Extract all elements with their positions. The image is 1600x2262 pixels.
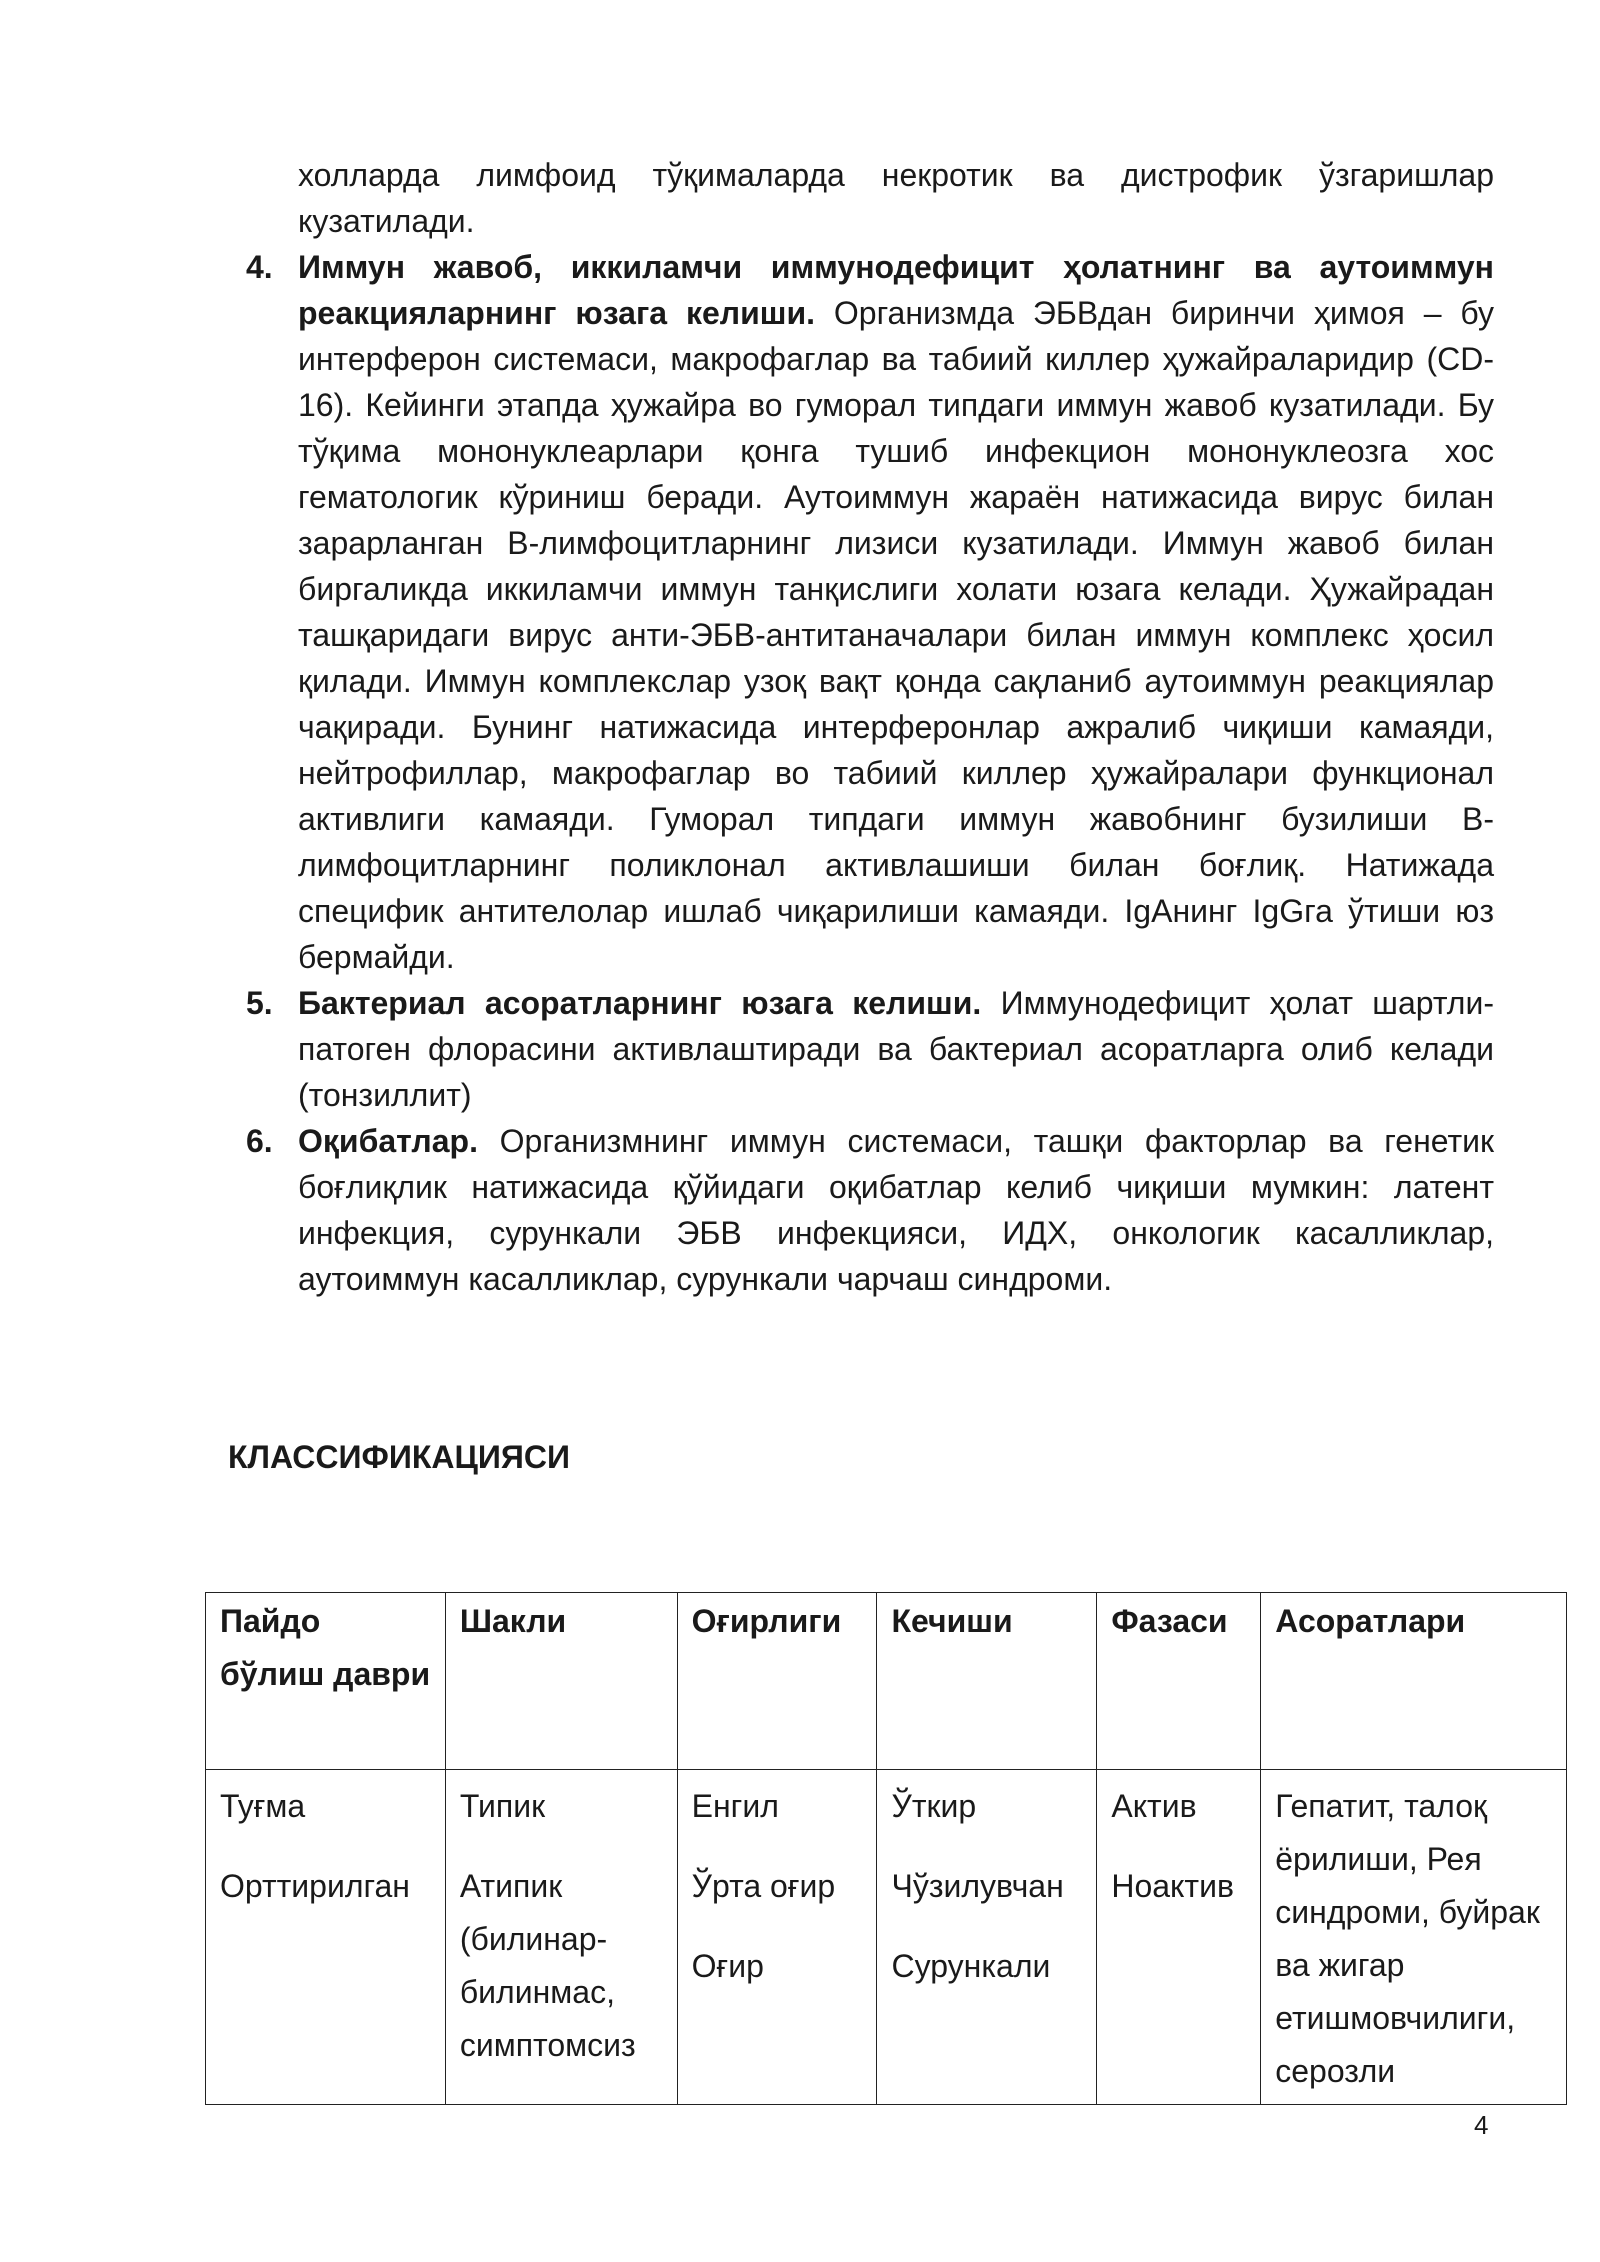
table-cell bbox=[1097, 1770, 1261, 2105]
list-item bbox=[246, 244, 1494, 980]
cell-value: Чўзилувчан bbox=[891, 1868, 1064, 1904]
column-header: Асоратлари bbox=[1261, 1593, 1567, 1770]
table-header-row bbox=[206, 1593, 1567, 1770]
table-cell: Гепатит, талоқ ёрилиши, Рея синдроми, буйрак ва жигар етишмовчилиги, серозли bbox=[1261, 1770, 1567, 2105]
page-number: 4 bbox=[1474, 2110, 1489, 2140]
table-cell bbox=[877, 1770, 1097, 2105]
cell-value: Сурункали bbox=[891, 1948, 1051, 1984]
list-item-heading: Оқибатлар. bbox=[298, 1123, 478, 1159]
intro-line: холларда лимфоид тўқималарда некротик ва дистрофик ўзгаришлар bbox=[298, 157, 1494, 193]
numbered-list bbox=[246, 244, 1494, 1302]
list-item bbox=[246, 1118, 1494, 1302]
column-header: Шакли bbox=[445, 1593, 677, 1770]
list-item-number: 4. bbox=[246, 249, 273, 285]
intro-line: кузатилади. bbox=[298, 203, 475, 239]
column-header: Пайдо бўлиш даври bbox=[206, 1593, 446, 1770]
table-cell bbox=[206, 1770, 446, 2105]
cell-value: Туғма bbox=[220, 1788, 306, 1824]
cell-value: Ноактив bbox=[1111, 1868, 1234, 1904]
list-item-heading: Бактериал асоратларнинг юзага келиши. bbox=[298, 985, 982, 1021]
cell-value: Ўрта оғир bbox=[691, 1868, 836, 1904]
list-item-number: 5. bbox=[246, 985, 273, 1021]
cell-value: Типик bbox=[459, 1788, 546, 1824]
cell-value: Ўткир bbox=[891, 1788, 977, 1824]
column-header: Фазаси bbox=[1097, 1593, 1261, 1770]
list-item-number: 6. bbox=[246, 1123, 273, 1159]
list-item bbox=[246, 980, 1494, 1118]
cell-value: Орттирилган bbox=[220, 1868, 410, 1904]
list-item-text: Организмда ЭБВдан биринчи ҳимоя – бу интерферон системаси, макрофаглар ва табиий киллер ҳужайраларидир (CD-16). Кейинги этапда ҳужайра во гуморал типдаги иммун жавоб кузатилади. Бу тўқима мононуклеарлари қонга тушиб инфекцион мононуклеозга хос гематологик кўриниш беради. Аутоиммун жараён натижасида вирус билан зарарланган В-лимфоцитларнинг лизиси кузатилади. Иммун жавоб билан биргаликда иккиламчи иммун танқислиги холати юзага келади. Ҳужайрадан ташқаридаги вирус анти-ЭБВ-антитаначалари билан иммун комплекс ҳосил қилади. Иммун комплекслар узоқ вақт қонда сақланиб аутоиммун реакциялар чақиради. Бунинг натижасида интерферонлар ажралиб чиқиши камаяди, нейтрофиллар, макрофаглар во табиий киллер ҳужайралари функционал активлиги камаяди. Гуморал типдаги иммун жавобнинг бузилиши В-лимфоцитларнинг поликлонал активлашиши билан боғлиқ. Натижада специфик антителолар ишлаб чиқарилиши камаяди. IgAнинг IgGга ўтиши юз бермайди. bbox=[298, 295, 1494, 975]
intro-paragraph bbox=[298, 152, 1494, 244]
table-cell bbox=[677, 1770, 877, 2105]
list-item-text: Иммунодефицит ҳолат шартли-патоген флорасини активлаштиради ва бактериал асоратларга олиб келади (тонзиллит) bbox=[298, 985, 1495, 1113]
list-item-heading: Иммун жавоб, иккиламчи иммунодефицит ҳолатнинг ва аутоиммун реакцияларнинг юзага келиши. bbox=[298, 249, 1494, 331]
list-item-text: Организмнинг иммун системаси, ташқи факторлар ва генетик боғлиқлик натижасида қўйидаги оқибатлар келиб чиқиши мумкин: латент инфекция, сурункали ЭБВ инфекцияси, ИДХ, онкологик касалликлар, аутоиммун касалликлар, сурункали чарчаш синдроми. bbox=[298, 1123, 1494, 1297]
column-header: Оғирлиги bbox=[677, 1593, 877, 1770]
classification-table bbox=[205, 1592, 1567, 2105]
cell-value: Актив bbox=[1111, 1788, 1197, 1824]
table-row bbox=[206, 1770, 1567, 2105]
column-header: Кечиши bbox=[877, 1593, 1097, 1770]
cell-value: Оғир bbox=[691, 1948, 764, 1984]
cell-value: Атипик (билинар-билинмас, симптомсиз bbox=[459, 1868, 636, 2063]
table-cell bbox=[445, 1770, 677, 2105]
cell-value: Енгил bbox=[691, 1788, 779, 1824]
section-title: КЛАССИФИКАЦИЯСИ bbox=[228, 1439, 570, 1475]
